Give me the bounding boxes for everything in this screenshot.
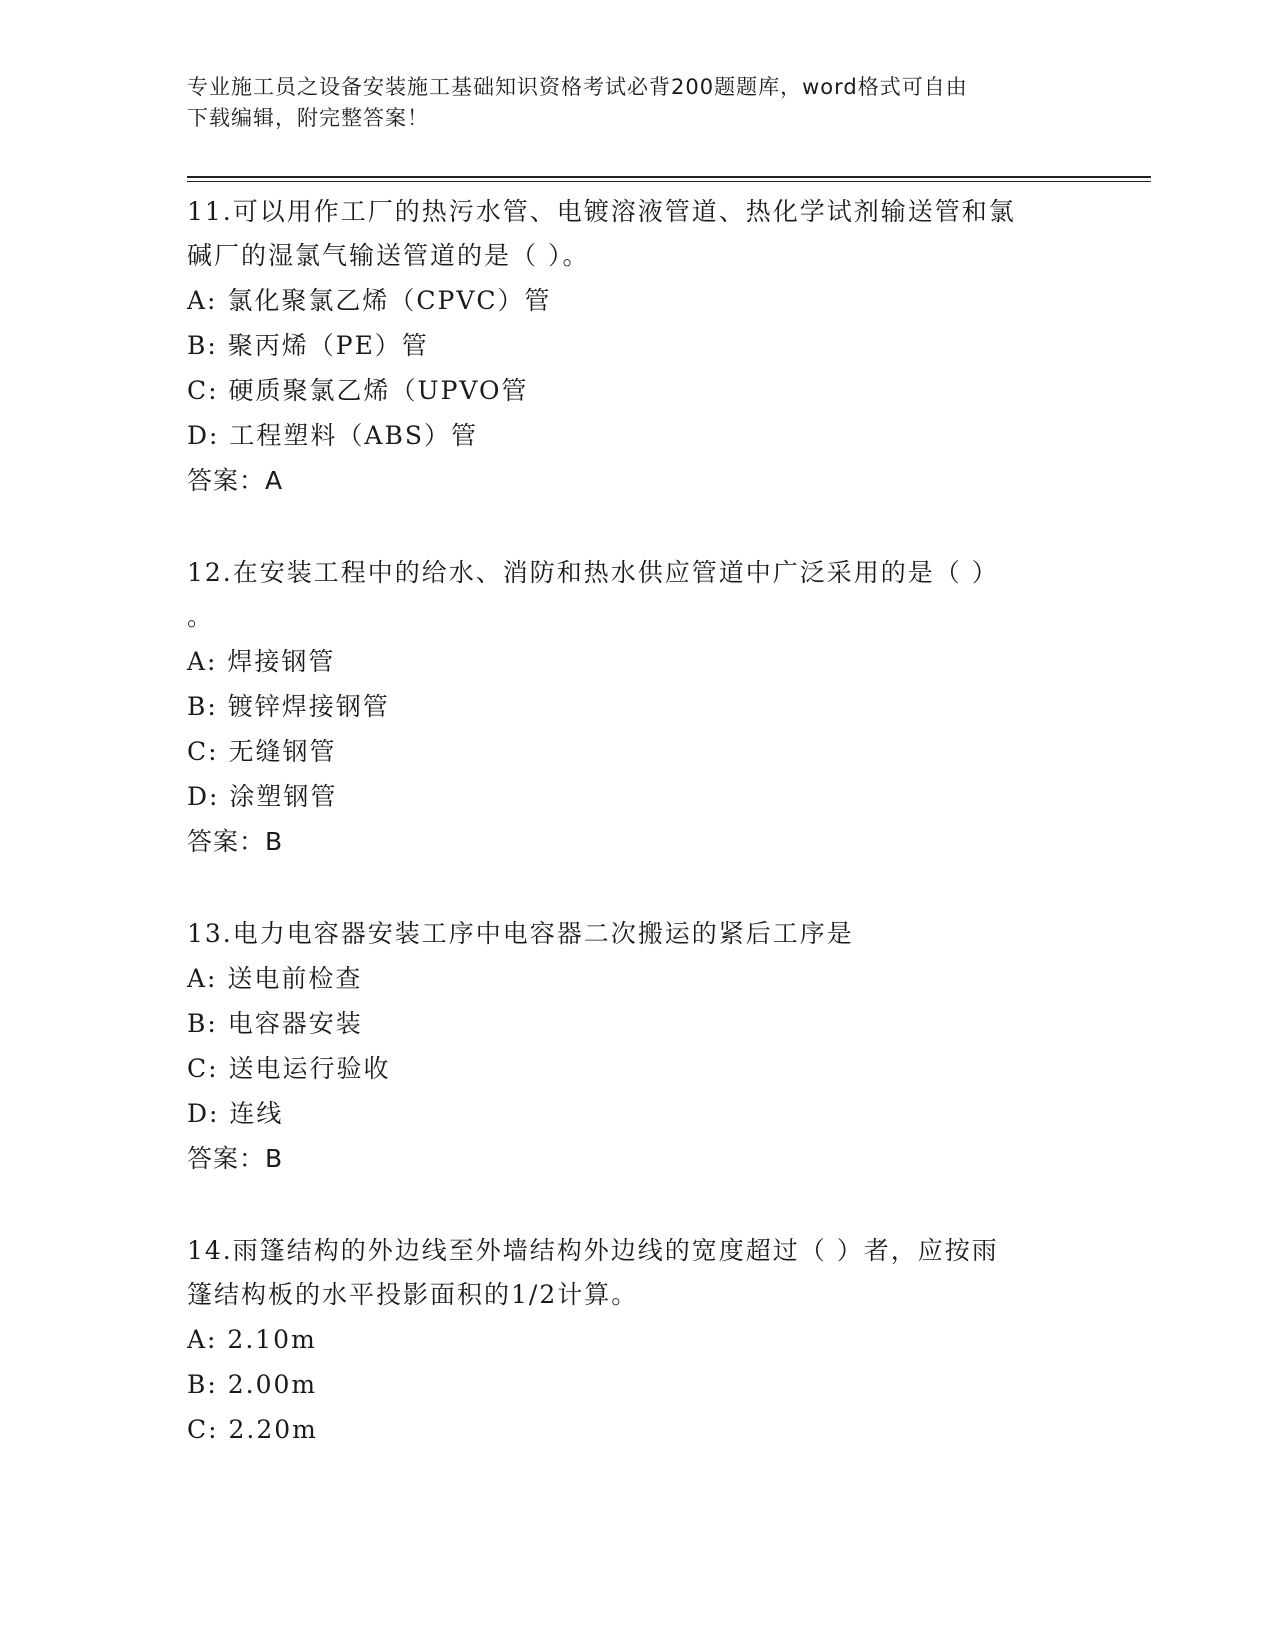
option-a: A: 氯化聚氯乙烯（CPVC）管: [187, 286, 552, 315]
question-11: [187, 190, 1087, 503]
question-text-line: 11.可以用作工厂的热污水管、电镀溶液管道、热化学试剂输送管和氯: [187, 197, 1016, 226]
option-a: A: 焊接钢管: [187, 647, 336, 676]
option-b: B: 聚丙烯（PE）管: [187, 331, 429, 360]
option-c: C: 2.20m: [187, 1415, 318, 1444]
option-b: B: 2.00m: [187, 1370, 318, 1399]
document-header: [187, 72, 1067, 134]
question-text-line: 篷结构板的水平投影面积的1/2计算。: [187, 1280, 639, 1309]
answer: 答案：B: [187, 1144, 284, 1173]
option-b: B: 镀锌焊接钢管: [187, 692, 390, 721]
question-14: [187, 1229, 1087, 1452]
question-text-line: 。: [187, 602, 215, 631]
header-rule-thin: [187, 181, 1151, 182]
answer: 答案：B: [187, 827, 284, 856]
option-c: C: 送电运行验收: [187, 1054, 391, 1083]
option-a: A: 送电前检查: [187, 964, 363, 993]
option-d: D: 工程塑料（ABS）管: [187, 421, 478, 450]
question-text-line: 碱厂的湿氯气输送管道的是（ ）。: [187, 241, 590, 270]
option-c: C: 硬质聚氯乙烯（UPVO管: [187, 376, 529, 405]
question-text-line: 13.电力电容器安装工序中电容器二次搬运的紧后工序是: [187, 919, 854, 948]
header-line-2: 下载编辑，附完整答案！: [187, 106, 429, 130]
question-13: [187, 912, 1087, 1181]
question-list: [187, 190, 1087, 1500]
option-d: D: 涂塑钢管: [187, 782, 338, 811]
option-c: C: 无缝钢管: [187, 737, 337, 766]
answer: 答案：A: [187, 466, 284, 495]
option-d: D: 连线: [187, 1099, 284, 1128]
option-b: B: 电容器安装: [187, 1009, 363, 1038]
option-a: A: 2.10m: [187, 1325, 317, 1354]
question-12: [187, 551, 1087, 864]
question-text-line: 12.在安装工程中的给水、消防和热水供应管道中广泛采用的是（ ）: [187, 558, 999, 587]
header-rule-thick: [187, 176, 1151, 178]
header-line-1: 专业施工员之设备安装施工基础知识资格考试必背200题题库，word格式可自由: [187, 75, 968, 99]
question-text-line: 14.雨篷结构的外边线至外墙结构外边线的宽度超过（ ）者，应按雨: [187, 1236, 999, 1265]
